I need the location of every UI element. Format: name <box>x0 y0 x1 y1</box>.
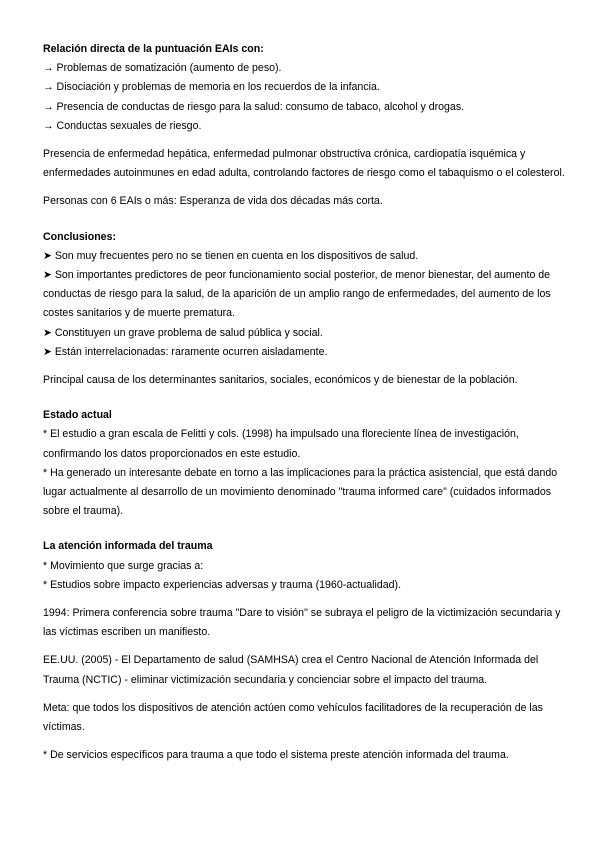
list-item: * Estudios sobre impacto experiencias adversas y trauma (1960-actualidad). <box>43 578 402 591</box>
list-item: ➤ Son muy frecuentes pero no se tienen en cuenta en los dispositivos de salud. <box>43 249 419 262</box>
paragraph-conferencia-1994: 1994: Primera conferencia sobre trauma "Dare to visión" se subraya el peligro de la victimización secundaria y las víctimas escriben un manifiesto. <box>43 607 561 639</box>
list-item: * Movimiento que surge gracias a: <box>43 559 204 572</box>
list-item: * El estudio a gran escala de Felitti y cols. (1998) ha impulsado una floreciente línea de investigación, confirmando los datos proporcionados en este estudio. <box>43 428 519 460</box>
list-item: ➤ Son importantes predictores de peor funcionamiento social posterior, de menor bienestar, del aumento de conductas de riesgo para la salud, de la aparición de un amplio rango de enfermedades, del aumento de los costes sanitarios y de muerte prematura. <box>43 269 551 320</box>
list-item: → Presencia de conductas de riesgo para la salud: consumo de tabaco, alcohol y drogas. <box>43 100 465 113</box>
section-heading-relacion: Relación directa de la puntuación EAIs con: <box>43 43 264 55</box>
list-item: ➤ Constituyen un grave problema de salud pública y social. <box>43 326 323 339</box>
paragraph-esperanza-vida: Personas con 6 EAIs o más: Esperanza de vida dos décadas más corta. <box>43 195 383 208</box>
paragraph-meta: Meta: que todos los dispositivos de atención actúen como vehículos facilitadores de la recuperación de las víctimas. <box>43 701 543 734</box>
section-heading-conclusiones: Conclusiones: <box>43 230 116 243</box>
document-page <box>43 40 569 766</box>
paragraph-enfermedades: Presencia de enfermedad hepática, enfermedad pulmonar obstructiva crónica, cardiopatía isquémica y enfermedades autoinmunes en edad adulta, controlando factores de riesgo como el tabaquismo o el colesterol. <box>43 148 565 180</box>
section-heading-atencion-informada: La atención informada del trauma <box>43 540 213 553</box>
paragraph-principal-causa: Principal causa de los determinantes sanitarios, sociales, económicos y de bienestar de la población. <box>43 374 518 387</box>
list-item: → Problemas de somatización (aumento de peso). <box>43 62 282 75</box>
paragraph-eeuu-2005: EE.UU. (2005) - El Departamento de salud (SAMHSA) crea el Centro Nacional de Atención Informada del Trauma (NCTIC) - eliminar victimización secundaria y concienciar sobre el impacto del trauma. <box>43 654 539 686</box>
list-item: → Conductas sexuales de riesgo. <box>43 119 202 132</box>
paragraph-servicios: * De servicios específicos para trauma a que todo el sistema preste atención informada del trauma. <box>43 749 509 762</box>
list-item: * Ha generado un interesante debate en torno a las implicaciones para la práctica asistencial, que está dando lugar actualmente al desarrollo de un movimiento denominado "trauma informed care" (cuidados informados sobre el trauma). <box>43 466 558 518</box>
list-item: ➤ Están interrelacionadas: raramente ocurren aisladamente. <box>43 345 328 358</box>
section-heading-estado-actual: Estado actual <box>43 409 112 422</box>
list-item: → Disociación y problemas de memoria en los recuerdos de la infancia. <box>43 81 380 94</box>
